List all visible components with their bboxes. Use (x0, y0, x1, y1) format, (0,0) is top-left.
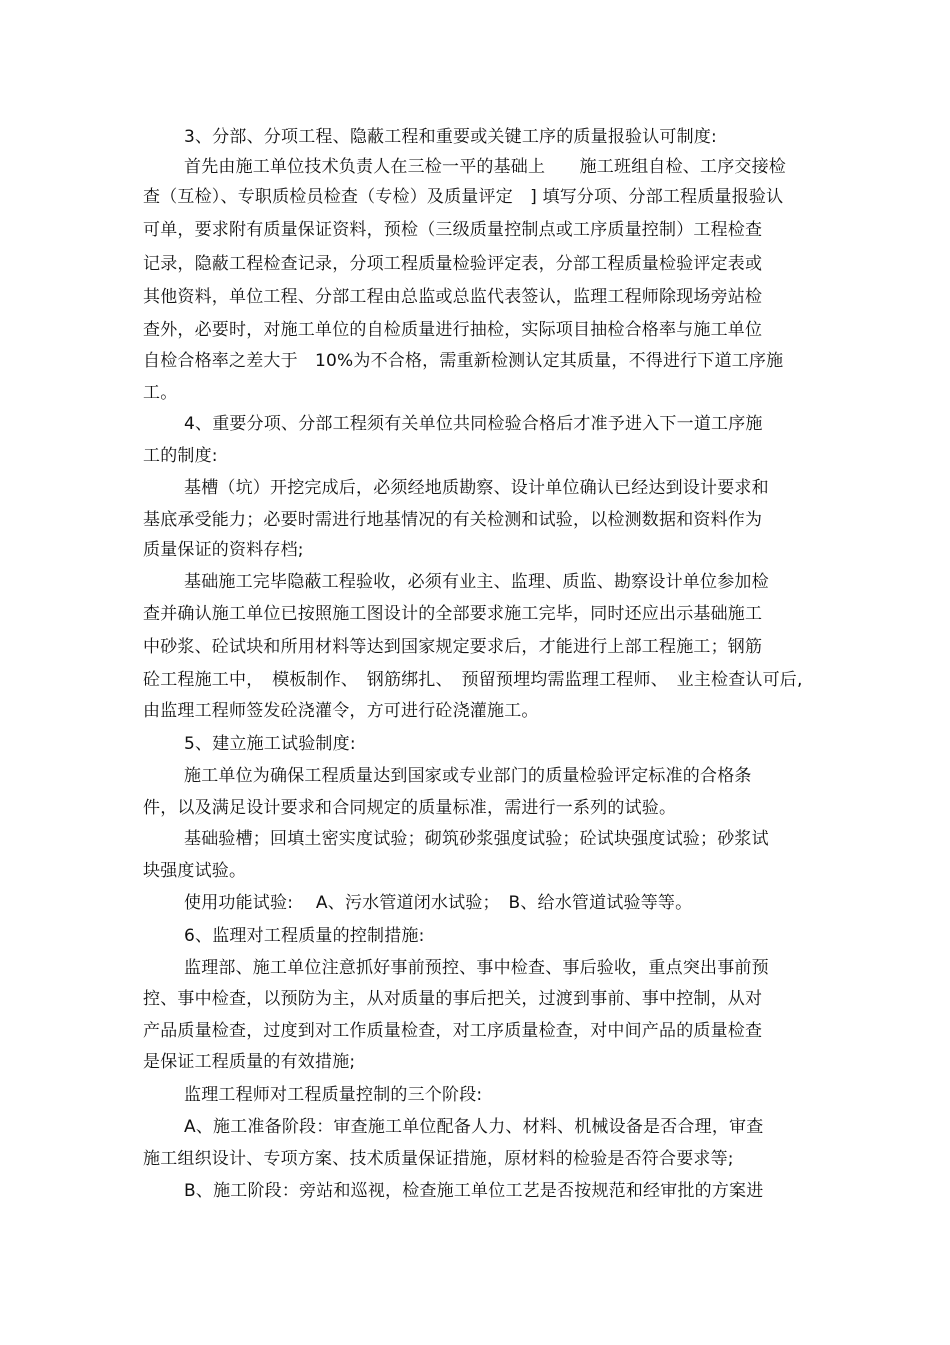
paragraph-line: 是保证工程质量的有效措施; (143, 1052, 356, 1072)
paragraph-line: 记录，隐蔽工程检查记录，分项工程质量检验评定表，分部工程质量检验评定表或 (143, 254, 763, 274)
paragraph-line: 可单，要求附有质量保证资料，预检（三级质量控制点或工序质量控制）工程检查 (143, 220, 763, 240)
paragraph-line: 施工单位为确保工程质量达到国家或专业部门的质量检验评定标准的合格条 (184, 766, 752, 786)
paragraph-line: 使用功能试验: A、污水管道闭水试验； B、给水管道试验等等。 (184, 893, 693, 913)
paragraph-line: B、施工阶段：旁站和巡视，检查施工单位工艺是否按规范和经审批的方案进 (184, 1181, 764, 1201)
heading-section-5: 5、建立施工试验制度: (184, 734, 356, 754)
paragraph-line: A、施工准备阶段：审查施工单位配备人力、材料、机械设备是否合理，审查 (184, 1117, 764, 1137)
paragraph-line: 施工组织设计、专项方案、技术质量保证措施，原材料的检验是否符合要求等; (143, 1149, 734, 1169)
paragraph-line: 基础验槽；回填土密实度试验；砌筑砂浆强度试验；砼试块强度试验；砂浆试 (184, 829, 769, 849)
paragraph-line: 查外，必要时，对施工单位的自检质量进行抽检，实际项目抽检合格率与施工单位 (143, 320, 763, 340)
paragraph-line: 产品质量检查，过度到对工作质量检查，对工序质量检查，对中间产品的质量检查 (143, 1021, 763, 1041)
paragraph-line: 由监理工程师签发砼浇灌令，方可进行砼浇灌施工。 (143, 701, 539, 721)
paragraph-line: 件，以及满足设计要求和合同规定的质量标准，需进行一系列的试验。 (143, 798, 677, 818)
paragraph-line: 工。 (143, 383, 178, 403)
paragraph-line: 查并确认施工单位已按照施工图设计的全部要求施工完毕，同时还应出示基础施工 (143, 604, 763, 624)
heading-section-3: 3、分部、分项工程、隐蔽工程和重要或关键工序的质量报验认可制度: (184, 127, 717, 147)
paragraph-line: 监理部、施工单位注意抓好事前预控、事中检查、事后验收，重点突出事前预 (184, 958, 769, 978)
paragraph-line: 工的制度: (143, 446, 218, 466)
heading-section-6: 6、监理对工程质量的控制措施: (184, 926, 425, 946)
paragraph-line: 自检合格率之差大于 10%为不合格，需重新检测认定其质量，不得进行下道工序施 (143, 351, 784, 371)
paragraph-line: 查（互检）、专职质检员检查（专检）及质量评定 ] 填写分项、分部工程质量报验认 (143, 187, 784, 207)
paragraph-line: 块强度试验。 (143, 861, 247, 881)
paragraph-line: 基底承受能力；必要时需进行地基情况的有关检测和试验，以检测数据和资料作为 (143, 510, 763, 530)
paragraph-line: 监理工程师对工程质量控制的三个阶段: (184, 1085, 483, 1105)
paragraph-line: 砼工程施工中， 模板制作、 钢筋绑扎、 预留预埋均需监理工程师、 业主检查认可后, (143, 670, 803, 690)
paragraph-line: 质量保证的资料存档; (143, 540, 304, 560)
paragraph-line: 控、事中检查，以预防为主，从对质量的事后把关，过渡到事前、事中控制，从对 (143, 989, 763, 1009)
paragraph-line: 中砂浆、砼试块和所用材料等达到国家规定要求后，才能进行上部工程施工；钢筋 (143, 637, 763, 657)
paragraph-line: 基础施工完毕隐蔽工程验收，必须有业主、监理、质监、勘察设计单位参加检 (184, 572, 769, 592)
heading-section-4: 4、重要分项、分部工程须有关单位共同检验合格后才准予进入下一道工序施 (184, 414, 763, 434)
paragraph-line: 基槽（坑）开挖完成后，必须经地质勘察、设计单位确认已经达到设计要求和 (184, 478, 769, 498)
paragraph-line: 其他资料，单位工程、分部工程由总监或总监代表签认，监理工程师除现场旁站检 (143, 287, 763, 307)
paragraph-line: 首先由施工单位技术负责人在三检一平的基础上 施工班组自检、工序交接检 (184, 157, 786, 177)
